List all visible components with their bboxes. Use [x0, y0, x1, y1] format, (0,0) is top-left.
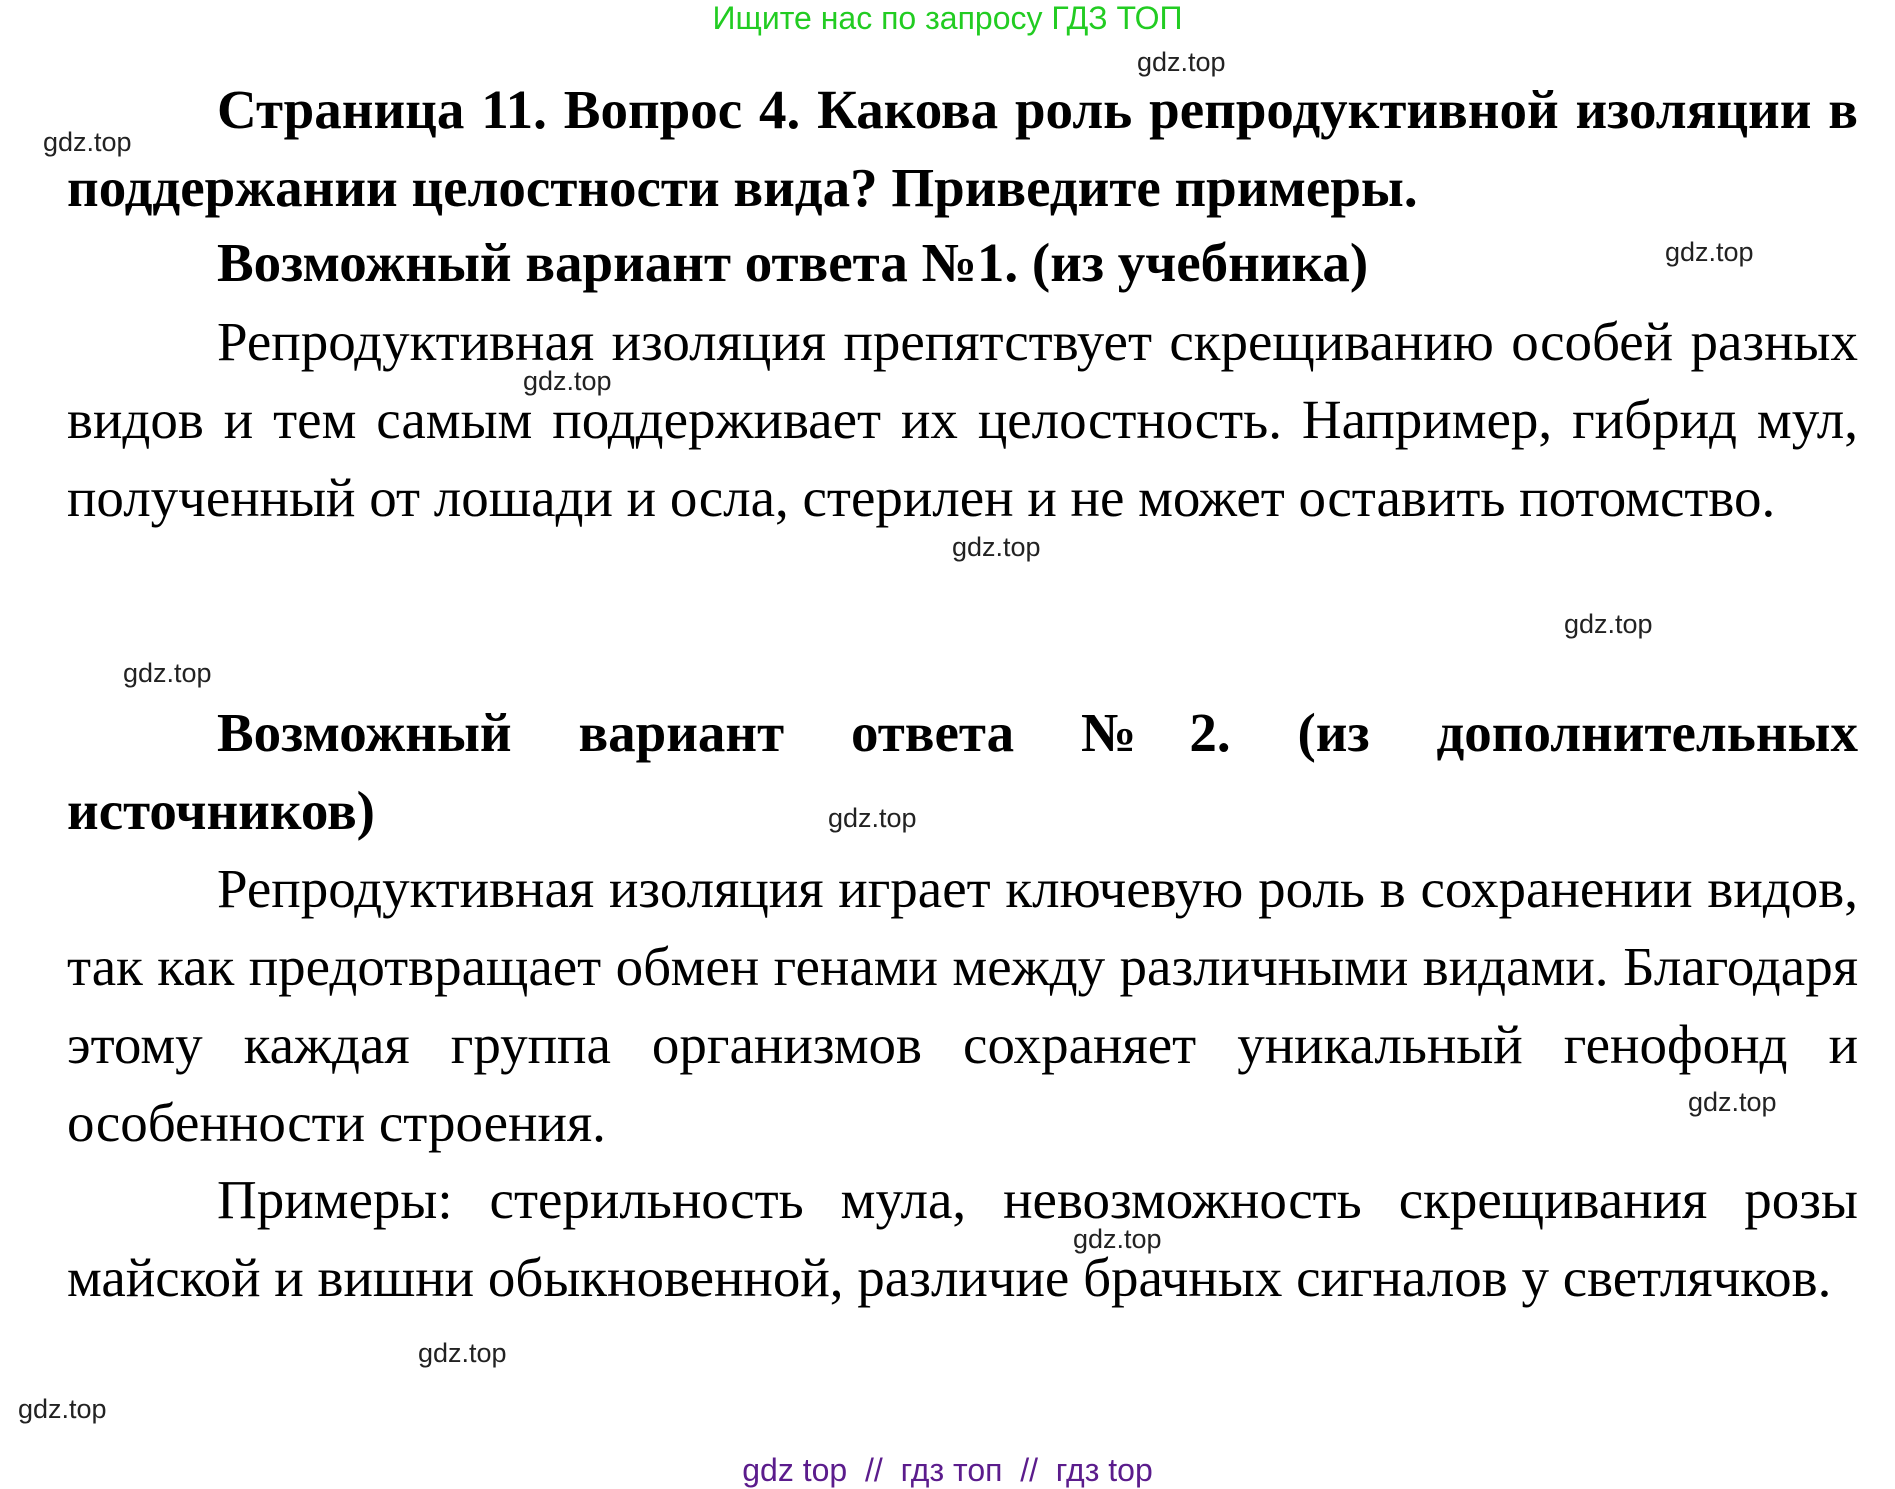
search-banner: Ищите нас по запросу ГДЗ ТОП	[712, 0, 1183, 36]
answer2-examples: Примеры: стерильность мула, невозможность скрещивания розы майской и вишни обыкновенной, различие брачных сигналов у светлячков.	[67, 1169, 1858, 1308]
watermark: gdz.top	[1564, 609, 1653, 639]
watermark: gdz.top	[523, 366, 612, 396]
watermark: gdz.top	[1688, 1087, 1777, 1117]
watermark: gdz.top	[1137, 47, 1226, 77]
watermark: gdz.top	[828, 803, 917, 833]
answer2-heading: Возможный вариант ответа №2. (из дополнительных источников)	[67, 702, 1858, 841]
watermark: gdz.top	[123, 658, 212, 688]
watermark: gdz.top	[1665, 237, 1754, 267]
watermark: gdz.top	[418, 1338, 507, 1368]
watermark: gdz.top	[18, 1394, 107, 1424]
watermark: gdz.top	[952, 532, 1041, 562]
watermark: gdz.top	[1073, 1224, 1162, 1254]
footer-links: gdz top // гдз топ // гдз top	[742, 1452, 1153, 1488]
answer1-heading: Возможный вариант ответа №1. (из учебника)	[217, 232, 1369, 293]
answer2-text: Репродуктивная изоляция играет ключевую роль в сохранении видов, так как предотвращает обмен генами между различными видами. Благодаря этому каждая группа организмов сохраняет уникальный генофонд и особенности строения.	[67, 858, 1858, 1153]
watermark: gdz.top	[43, 127, 132, 157]
question-title: Страница 11. Вопрос 4. Какова роль репродуктивной изоляции в поддержании целостности вида? Приведите примеры.	[67, 79, 1858, 218]
answer1-text: Репродуктивная изоляция препятствует скрещиванию особей разных видов и тем самым поддерживает их целостность. Например, гибрид мул, полученный от лошади и осла, стерилен и не может оставить потомство.	[67, 311, 1858, 528]
